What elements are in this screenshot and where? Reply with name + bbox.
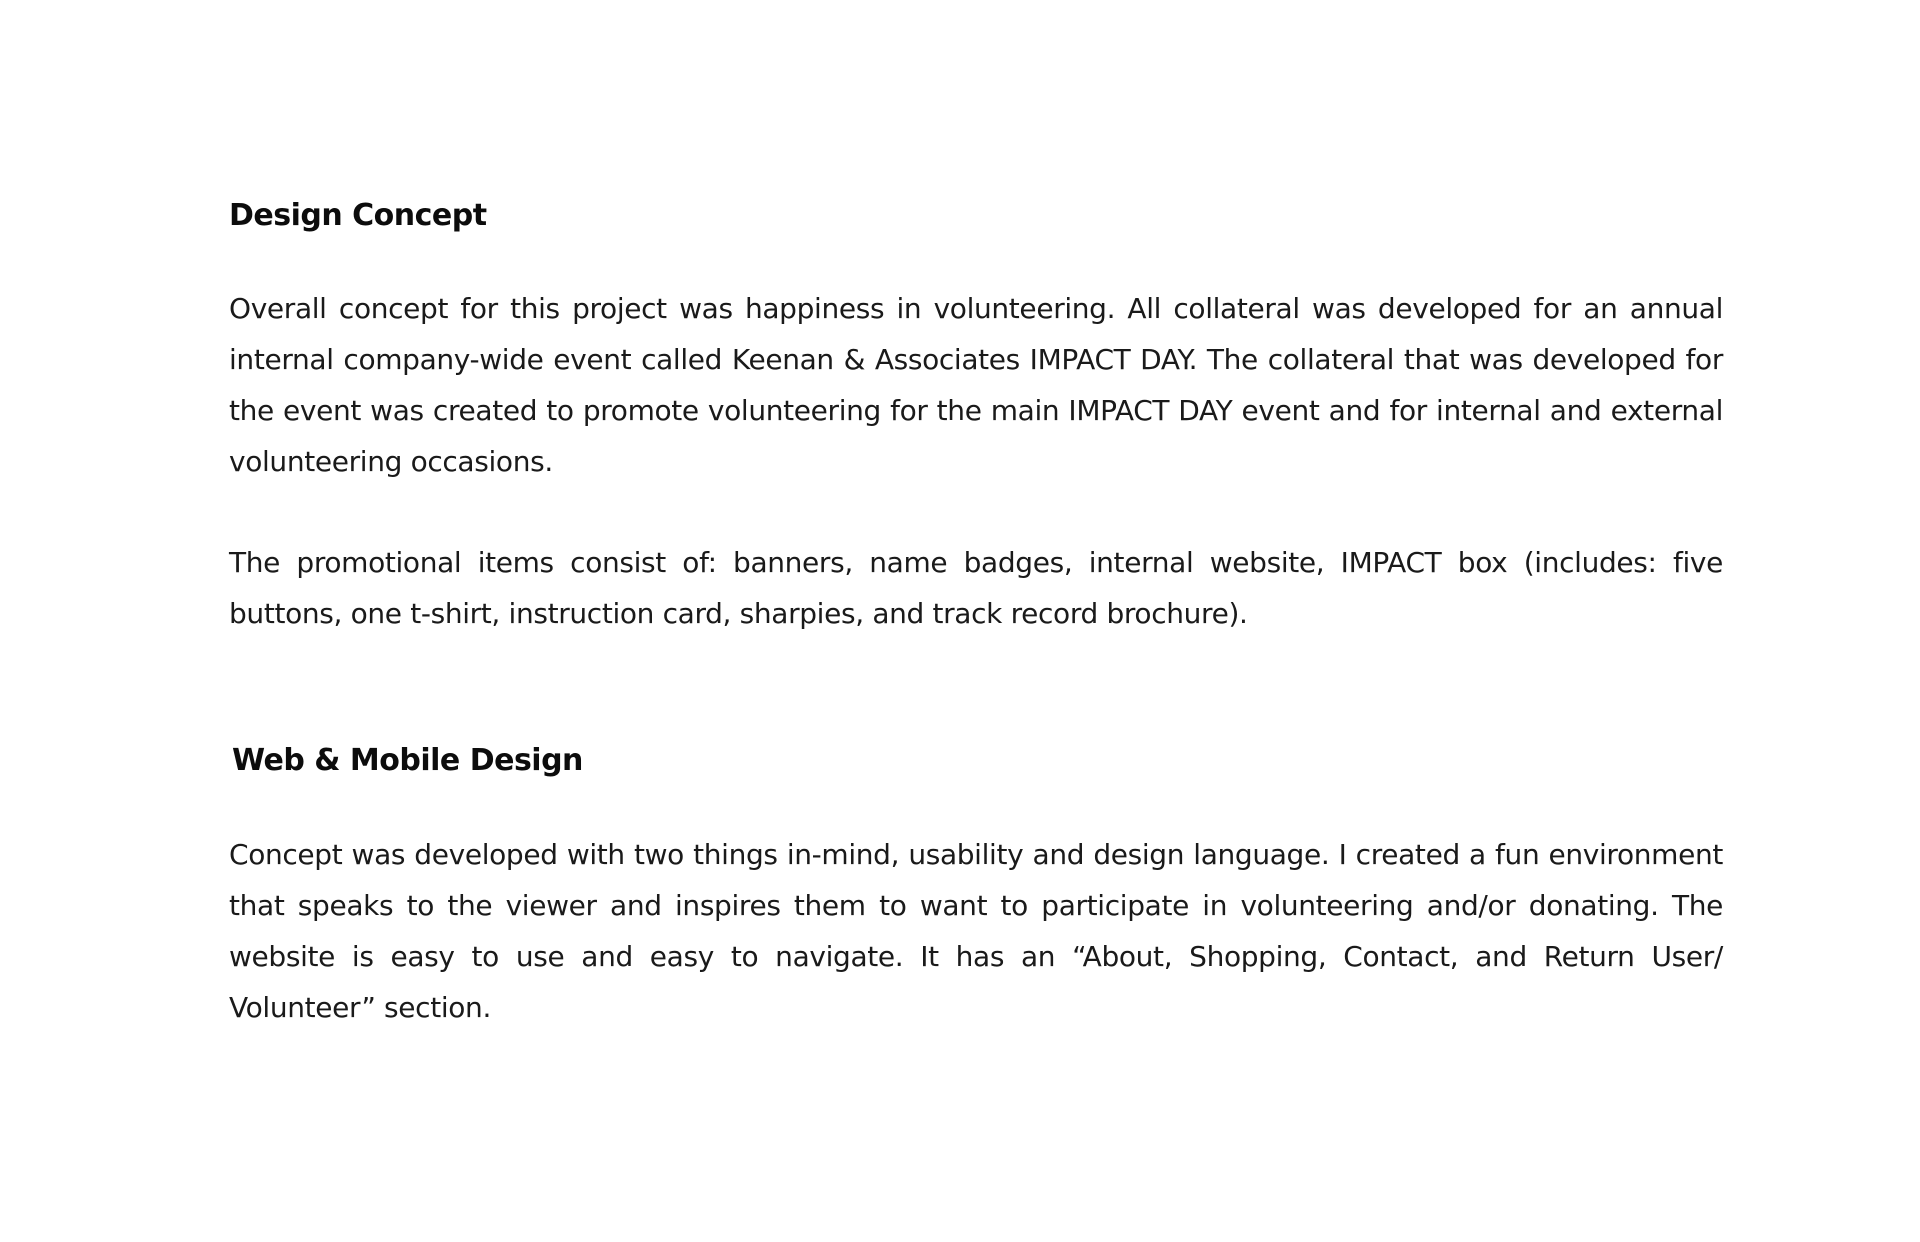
document-page	[229, 0, 1723, 1242]
section-heading-design-concept: Design Concept	[229, 198, 487, 233]
design-concept-paragraph-promotional-items: The promotional items consist of: banners, name badges, internal website, IMPACT box (includes: five buttons, one t-shirt, instruction card, sharpies, and track record brochure).	[229, 546, 1723, 630]
section-heading-web-mobile-design: Web & Mobile Design	[232, 743, 583, 778]
web-mobile-design-paragraph: Concept was developed with two things in-mind, usability and design language. I created a fun environment that speaks to the viewer and inspires them to want to participate in volunteering and/or donating. The website is easy to use and easy to navigate. It has an “About, Shopping, Contact, and Return User/ Volunteer” section.	[229, 838, 1723, 1024]
design-concept-paragraph-overview: Overall concept for this project was happiness in volunteering. All collateral was developed for an annual internal company-wide event called Keenan & Associates IMPACT DAY. The collateral that was developed for the event was created to promote volunteering for the main IMPACT DAY event and for internal and external volunteering occasions.	[229, 292, 1723, 478]
